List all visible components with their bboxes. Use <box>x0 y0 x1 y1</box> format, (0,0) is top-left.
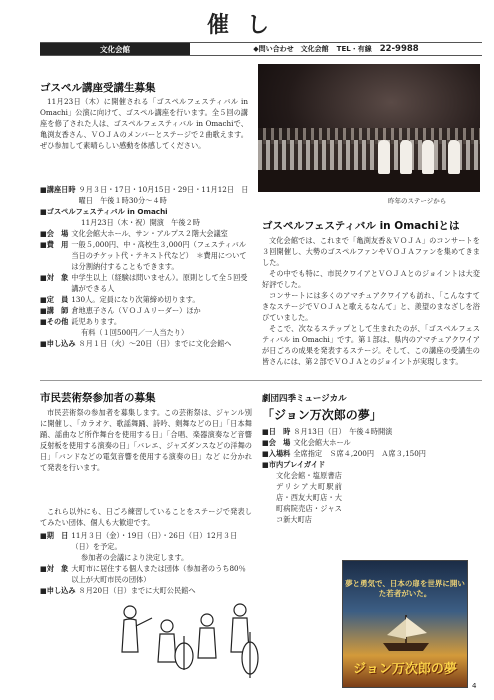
gospel-course-body: 11月23日（木）に開催される「ゴスペルフェスティバル in Omachi」公演に向けて、ゴスペル講座を行います。全５回の講座を修了された人は、ゴスペルフェスティバル in Omachiで、亀渕友香さん、ＶＯＪＡのメンバーとステージで２曲歌えます。ぜひ参加して素晴らしい感動を体感してください。 <box>40 97 248 150</box>
musical-details <box>262 426 482 470</box>
musical-playguide: 文化会館・塩原書店デリシア大町駅前店・西友大町店・大町病院売店・ジャスコ新大町店 <box>276 471 342 524</box>
tel-label: TEL・有線 <box>336 45 372 53</box>
detail-label <box>40 217 78 228</box>
ship-icon <box>377 613 435 653</box>
detail-value: 11月３日（金）・19日（日）・26日（日）12月３日（日）を予定。 <box>71 531 238 551</box>
header-bar <box>40 42 482 56</box>
detail-value: 中学生以上（経験は問いません）。原則として全５回受講ができる人 <box>71 273 248 293</box>
detail-row <box>40 217 250 228</box>
detail-row <box>40 184 250 206</box>
musicians-illustration <box>112 592 260 684</box>
detail-value: 参加者の会議により決定します。 <box>81 553 189 562</box>
detail-row <box>40 327 250 338</box>
detail-row <box>40 294 250 305</box>
arts-festival-details <box>40 530 252 596</box>
gospel-festival-body-3: コンサートには多くのアマチュアクワイアも訪れ、「こんなすてきなステージでＶＯＪＡと歌えるなんて」と、羨望のまなざしを浴びていました。 <box>262 291 480 322</box>
detail-value: 大町市に居住する個人または団体（参加者のうち80％以上が大町市民の団体） <box>71 564 246 584</box>
detail-value: 有料（１回500円／一人当たり） <box>81 328 189 337</box>
detail-label: ■入場料 <box>262 449 291 458</box>
detail-value: 全席指定 Ｓ席４,200円 Ａ席３,150円 <box>293 449 426 458</box>
section-label: 文化会館 <box>40 43 190 55</box>
detail-value: 文化会館大ホール <box>293 438 351 447</box>
detail-row <box>262 459 482 470</box>
detail-row <box>40 272 250 294</box>
detail-row <box>262 426 482 437</box>
detail-value: 託児あります。 <box>71 317 122 326</box>
arts-festival-title: 市民芸術祭参加者の募集 <box>40 392 156 404</box>
poster-tagline: 夢と勇気で、日本の扉を世界に開いた若者がいた。 <box>345 579 465 598</box>
contact-info <box>190 44 482 54</box>
detail-label: ■申し込み <box>40 339 76 348</box>
detail-label: ■申し込み <box>40 586 76 595</box>
page-title: 催し <box>206 13 287 38</box>
detail-row <box>40 338 250 349</box>
detail-value: 11月23日（木・祝）開演 午後２時 <box>81 218 200 227</box>
detail-value: 倉地恵子さん（ＶＯＪＡリーダー）ほか <box>71 306 201 315</box>
detail-row <box>40 305 250 316</box>
detail-value: ９月３日・17日・10月15日・29日・11月12日 日曜日 午後１時30分～４時 <box>78 185 249 205</box>
detail-label <box>40 552 78 563</box>
detail-value: ８月13日（日） 午後４時開演 <box>293 427 393 436</box>
detail-row <box>40 563 252 585</box>
detail-row <box>40 239 250 272</box>
choir-photo <box>258 64 480 192</box>
detail-row <box>40 530 252 552</box>
detail-label: ■日 時 <box>262 427 291 436</box>
section-divider <box>40 380 482 381</box>
gospel-festival-body-4: そこで、次なるステップとして生まれたのが、「ゴスペルフェスティバル in Omachi」です。第１部は、県内のアマチュアクワイアが日ごろの成果を発表するステージ。そして、この講座の受講生の皆さんには、第２部でＶＯＪＡとのジョイントが実現します。 <box>262 324 480 366</box>
tel-number: 22-9988 <box>379 44 419 54</box>
contact-prefix: ◆問い合わせ 文化会館 <box>253 45 329 53</box>
detail-value: 130人。定員になり次第締め切ります。 <box>71 295 200 304</box>
detail-value <box>325 459 482 470</box>
detail-label: ■会 場 <box>40 229 69 238</box>
page-number: 4 <box>472 682 477 690</box>
detail-row <box>40 228 250 239</box>
detail-value: ８月１日（火）～20日（日）までに文化会館へ <box>78 339 232 348</box>
detail-label: ■ゴスペルフェスティバル in Omachi <box>40 207 168 216</box>
detail-label: ■その他 <box>40 317 69 326</box>
gospel-course-title: ゴスペル講座受講生募集 <box>40 82 156 94</box>
detail-label: ■講座日時 <box>40 185 76 194</box>
detail-value: 文化会館大ホール、サン・アルプス２階大会議室 <box>71 229 228 238</box>
detail-row <box>40 316 250 327</box>
arts-festival-body-2: これら以外にも、日ごろ練習していることをステージで発表してみたい団体、個人も大歓迎です。 <box>40 507 252 527</box>
musical-poster <box>342 560 468 688</box>
detail-label <box>40 327 78 338</box>
musical-title: 「ジョン万次郎の夢」 <box>262 408 382 422</box>
gospel-festival-body-2: その中でも特に、市民クワイアとＶＯＪＡとのジョイントは大変好評でした。 <box>262 269 480 289</box>
gospel-festival-body-1: 文化会館では、これまで「亀渕友香＆ＶＯＪＡ」のコンサートを３回開催し、大勢のゴスペルファンやＶＯＪＡファンを集めてきました。 <box>262 236 480 267</box>
gospel-course-details <box>40 184 250 349</box>
detail-row <box>40 552 252 563</box>
detail-value <box>168 206 250 217</box>
detail-label: ■定 員 <box>40 295 69 304</box>
detail-label: ■市内プレイガイド <box>262 460 326 469</box>
arts-festival-body-1: 市民芸術祭の参加者を募集します。この芸術祭は、ジャンル別に開催し、「カラオケ、歌謡舞踊、詩吟、剣舞などの日」「日本舞踊、謡曲など所作舞台を使用する日」「合唱、楽器演奏など音響反射板を使用する演奏の日」「バレエ、ジャズダンスなどの洋舞の日」「バンドなどの電気音響を使用する演奏の日」など に分かれて発表を行います。 <box>40 408 252 472</box>
photo-caption: 昨年のステージから <box>388 197 447 205</box>
detail-value: 一般５,000円、中・高校生３,000円（フェスティバル当日のチケット代・テキスト代など） ＊費用については分割納付することもできます。 <box>71 240 247 271</box>
detail-label: ■講 師 <box>40 306 69 315</box>
poster-title: ジョン万次郎の夢 <box>353 662 457 677</box>
detail-value: ８月20日（日）までに大町公民館へ <box>78 586 196 595</box>
detail-row <box>262 437 482 448</box>
musical-kicker: 劇団四季ミュージカル <box>262 394 347 404</box>
detail-label: ■対 象 <box>40 273 69 282</box>
detail-label: ■対 象 <box>40 564 69 573</box>
gospel-festival-title: ゴスペルフェスティバル in Omachiとは <box>262 220 460 232</box>
detail-label: ■会 場 <box>262 438 291 447</box>
detail-label: ■期 日 <box>40 531 69 540</box>
detail-row <box>262 448 482 459</box>
detail-row <box>40 206 250 217</box>
detail-label: ■費 用 <box>40 240 69 249</box>
